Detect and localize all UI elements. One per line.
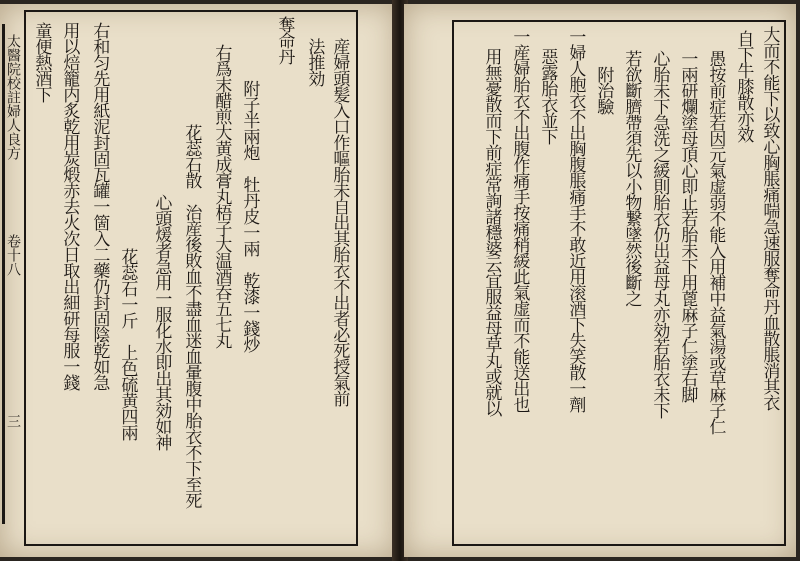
text-column: 自下牛膝散亦效 bbox=[733, 30, 754, 142]
text-column: 奪命丹 bbox=[274, 16, 295, 64]
text-column: 附子半兩炮 牡丹皮一兩 乾漆一錢炒 bbox=[239, 80, 260, 352]
text-column: 花蕊石一斤 上色硫黄四兩 bbox=[117, 248, 138, 440]
text-column: 一産婦胎衣不出腹作痛手按痛稍緩此氣虚而不能送出也 bbox=[509, 28, 530, 412]
text-column: 心頭煖者急用一服化水即出其効如神 bbox=[151, 194, 172, 450]
text-column: 用以焙籠内炙乾用炭煅赤去火次日取出細研每服一錢 bbox=[59, 22, 80, 390]
text-column: 一婦人胞衣不出胸腹脹痛手不敢近用滚酒下失笑散一劑 bbox=[565, 28, 586, 412]
text-column: 用無憂散而下前症常詢諸穩婆云宜服益母草丸或就以 bbox=[481, 48, 502, 416]
text-column: 一兩研爛塗母頂心即止若胎未下用蓖麻子仁塗右脚 bbox=[677, 50, 698, 402]
text-column: 附治驗 bbox=[593, 66, 614, 114]
text-column: 心胎未下急洗之緩則胎衣仍出益母丸亦効若胎衣未下 bbox=[649, 50, 670, 418]
text-column: 花蕊石散 治産後敗血不盡血迷血暈腹中胎衣不下至死 bbox=[181, 124, 202, 508]
text-column: 右和匀先用紙泥封固瓦罐一箇入二藥仍封固陰乾如急 bbox=[89, 22, 110, 390]
text-column: 愚按前症若因元氣虚弱不能入用補中益氣湯或草麻子仁 bbox=[705, 50, 726, 434]
text-column: 産婦頭髪入口作嘔胎未自出其胎衣不出者必死授氣前 bbox=[329, 38, 350, 406]
text-column: 大而不能下以致心胸脹痛喘急速服奪命丹血散脹消其衣 bbox=[759, 26, 780, 410]
text-column: 童便熱酒下 bbox=[31, 22, 52, 102]
text-column: 若欲斷臍帶須先以小物繋墜然後斷之 bbox=[621, 50, 642, 306]
left-margin-header: 太醫院校註婦人良方 bbox=[5, 34, 21, 160]
left-page bbox=[0, 4, 396, 557]
text-column: 右爲末醋煎大黄成膏丸梧子大温酒吞五七丸 bbox=[211, 44, 232, 348]
text-column: 惡露胎衣並下 bbox=[537, 48, 558, 144]
left-margin-volume: 卷十八 bbox=[5, 234, 21, 276]
right-page bbox=[404, 4, 796, 557]
text-column: 法推効 bbox=[304, 38, 325, 86]
left-margin-folio: 三 bbox=[5, 414, 21, 428]
